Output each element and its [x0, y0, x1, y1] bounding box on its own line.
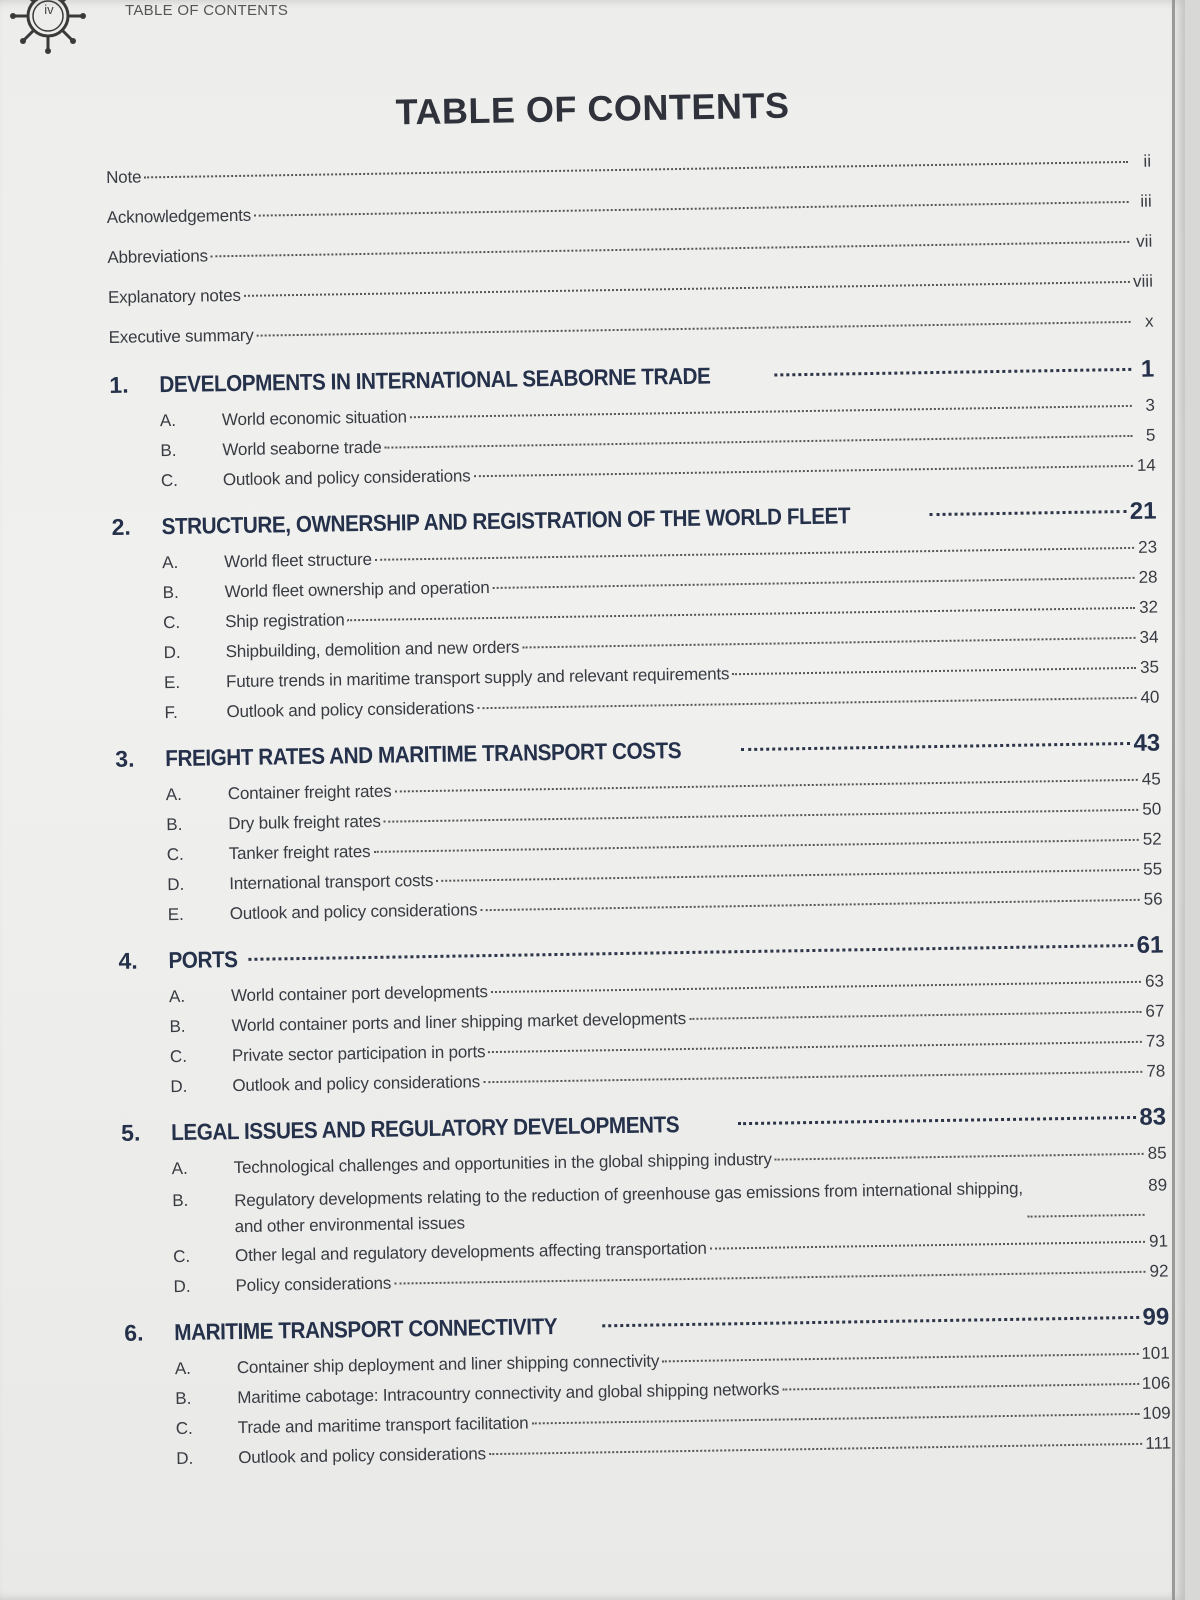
chapter-title: STRUCTURE, OWNERSHIP AND REGISTRATION OF THE WORLD FLEET [161, 502, 851, 540]
dot-leader [489, 1443, 1142, 1455]
section-letter: A. [171, 1158, 188, 1179]
section-title: Trade and maritime transport facilitation [237, 1413, 529, 1438]
dot-leader [491, 981, 1141, 993]
section-page-number: 101 [1141, 1343, 1170, 1363]
chapter-page-number: 21 [1129, 497, 1157, 525]
dot-leader [244, 281, 1130, 297]
section-letter: D. [163, 642, 181, 663]
dot-leader [488, 1041, 1142, 1053]
section-title: Dry bulk freight rates [228, 811, 381, 834]
chapter-number: 5. [120, 1119, 141, 1146]
dot-leader [248, 944, 1134, 961]
section-letter: C. [160, 470, 179, 491]
dot-leader [257, 321, 1131, 337]
toc-entry-title: Executive summary [108, 325, 254, 347]
section-page-number: 111 [1145, 1433, 1172, 1453]
dot-leader [739, 1116, 1137, 1125]
toc-page-number: iii [1140, 191, 1152, 211]
dot-leader [710, 1241, 1145, 1250]
section-page-number: 78 [1146, 1061, 1166, 1081]
section-title: Ship registration [224, 610, 345, 632]
section-title: Policy considerations [235, 1273, 392, 1296]
dot-leader [375, 547, 1134, 561]
dot-leader [348, 607, 1135, 621]
section-page-number: 89 [1148, 1175, 1168, 1195]
dot-leader [477, 697, 1136, 709]
section-letter: D. [173, 1276, 191, 1297]
dot-leader [373, 839, 1138, 853]
section-letter: A. [162, 552, 179, 573]
dot-leader [473, 465, 1132, 477]
dot-leader [385, 435, 1133, 449]
section-letter: D. [176, 1448, 194, 1469]
section-page-number: 73 [1145, 1031, 1165, 1051]
chapter-title: LEGAL ISSUES AND REGULATORY DEVELOPMENTS [170, 1111, 680, 1146]
section-letter: B. [175, 1388, 192, 1409]
dot-leader [522, 637, 1135, 649]
section-title: World container port developments [230, 982, 488, 1006]
section-title: Regulatory developments relating to the reduction of greenhouse gas emissions from international shipping, and other environmental issues [234, 1178, 1023, 1237]
toc-page-number: vii [1136, 231, 1153, 251]
section-letter: A. [168, 986, 186, 1007]
section-page-number: 56 [1143, 889, 1163, 909]
table-of-contents [106, 152, 1172, 1488]
section-page-number: 3 [1145, 395, 1156, 415]
chapter-number: 6. [124, 1319, 144, 1346]
dot-leader [930, 510, 1127, 516]
section-page-number: 92 [1149, 1261, 1169, 1281]
section-letter: C. [172, 1246, 191, 1267]
dot-leader [492, 577, 1134, 589]
section-title: Other legal and regulatory developments affecting transportation [234, 1238, 707, 1266]
chapter-number: 2. [111, 513, 132, 540]
section-page-number: 32 [1138, 597, 1159, 617]
section-letter: E. [163, 672, 181, 693]
section-letter: E. [167, 904, 184, 925]
section-letter: B. [172, 1190, 189, 1211]
running-title: TABLE OF CONTENTS [125, 2, 289, 19]
section-letter: A. [165, 784, 183, 805]
dot-leader [603, 1316, 1140, 1327]
section-title: Outlook and policy considerations [232, 1072, 481, 1096]
dot-leader [410, 405, 1132, 418]
chapter-number: 3. [115, 745, 135, 772]
section-letter: C. [169, 1046, 188, 1067]
section-page-number: 45 [1141, 769, 1161, 789]
section-page-number: 35 [1139, 657, 1160, 677]
running-header [0, 0, 400, 56]
section-page-number: 91 [1148, 1231, 1169, 1251]
dot-leader [689, 1011, 1141, 1020]
section-letter: B. [169, 1016, 186, 1037]
toc-page-number: ii [1143, 151, 1152, 171]
section-letter: B. [162, 582, 179, 603]
chapter-page-number: 1 [1140, 355, 1155, 383]
section-title: World fleet ownership and operation [224, 578, 490, 602]
dot-leader [782, 1383, 1139, 1391]
section-title: Technological challenges and opportunities in the global shipping industry [233, 1149, 772, 1178]
dot-leader [483, 1071, 1142, 1083]
chapter-title: DEVELOPMENTS IN INTERNATIONAL SEABORNE TRADE [159, 362, 711, 398]
dot-leader [480, 899, 1139, 911]
page-title: TABLE OF CONTENTS [395, 84, 790, 133]
section-title: Container freight rates [227, 781, 392, 804]
section-page-number: 52 [1142, 829, 1162, 849]
section-letter: C. [175, 1418, 193, 1439]
section-page-number: 14 [1136, 455, 1156, 475]
toc-entry-title: Abbreviations [107, 246, 208, 267]
section-title: Outlook and policy considerations [238, 1444, 487, 1468]
chapter-page-number: 43 [1133, 729, 1161, 757]
section-page-number: 85 [1147, 1143, 1167, 1163]
section-letter: D. [170, 1076, 188, 1097]
section-title: World seaborne trade [222, 437, 382, 460]
section-title: Outlook and policy considerations [229, 900, 478, 924]
dot-leader [1028, 1214, 1145, 1218]
chapter-page-number: 99 [1142, 1303, 1170, 1331]
section-title: Outlook and policy considerations [226, 698, 475, 722]
chapter-page-number: 83 [1139, 1103, 1167, 1131]
section-letter: A. [174, 1358, 192, 1379]
section-letter: B. [160, 440, 177, 461]
dot-leader [384, 809, 1139, 823]
chapter-number: 4. [118, 947, 138, 974]
toc-entry-title: Note [106, 167, 142, 187]
section-page-number: 5 [1145, 425, 1156, 445]
toc-page-number: x [1144, 311, 1154, 331]
dot-leader [732, 667, 1136, 675]
section-title: World container ports and liner shipping market developments [231, 1008, 687, 1036]
section-title: World fleet structure [224, 549, 372, 572]
section-letter: C. [162, 612, 181, 633]
section-page-number: 23 [1138, 537, 1158, 557]
toc-page-number: viii [1132, 271, 1154, 291]
section-letter: A. [159, 410, 177, 431]
chapter-title: MARITIME TRANSPORT CONNECTIVITY [174, 1313, 558, 1346]
section-page-number: 28 [1138, 567, 1158, 587]
dot-leader [741, 742, 1130, 751]
chapter-number: 1. [109, 371, 129, 398]
dot-leader [254, 201, 1129, 217]
section-page-number: 67 [1145, 1001, 1165, 1021]
chapter-page-number: 61 [1136, 931, 1164, 959]
section-page-number: 34 [1139, 627, 1159, 647]
dot-leader [775, 368, 1132, 377]
dot-leader [144, 161, 1128, 178]
section-title: Shipbuilding, demolition and new orders [225, 637, 520, 662]
section-title: Future trends in maritime transport supply and relevant requirements [225, 664, 730, 692]
section-title: Tanker freight rates [228, 841, 371, 864]
section-page-number: 63 [1144, 971, 1165, 991]
dot-leader [394, 779, 1137, 793]
section-letter: D. [167, 874, 185, 895]
section-letter: B. [166, 814, 183, 835]
page-edge [1172, 0, 1175, 1600]
section-title: Container ship deployment and liner shipping connectivity [236, 1351, 660, 1378]
section-title: Outlook and policy considerations [222, 466, 471, 490]
toc-entry-title: Explanatory notes [107, 285, 241, 307]
section-page-number: 50 [1142, 799, 1162, 819]
dot-leader [211, 241, 1130, 257]
section-letter: F. [164, 702, 178, 723]
section-title: International transport costs [229, 870, 434, 894]
section-page-number: 106 [1141, 1373, 1171, 1393]
chapter-title: FREIGHT RATES AND MARITIME TRANSPORT COSTS [165, 737, 682, 772]
section-title: Maritime cabotage: Intracountry connectivity and global shipping networks [237, 1379, 780, 1408]
page-number: iv [44, 2, 54, 17]
dot-leader [662, 1353, 1138, 1362]
section-letter: C. [166, 844, 184, 865]
dot-leader [775, 1153, 1144, 1161]
dot-leader [531, 1413, 1139, 1425]
section-title: Private sector participation in ports [231, 1042, 486, 1066]
dot-leader [394, 1271, 1145, 1285]
section-page-number: 40 [1140, 687, 1160, 707]
chapter-title: PORTS [168, 946, 238, 974]
toc-entry-title: Acknowledgements [106, 205, 252, 227]
section-page-number: 55 [1143, 859, 1163, 879]
section-page-number: 109 [1142, 1403, 1171, 1423]
dot-leader [436, 869, 1139, 882]
section-title: World economic situation [221, 407, 407, 430]
